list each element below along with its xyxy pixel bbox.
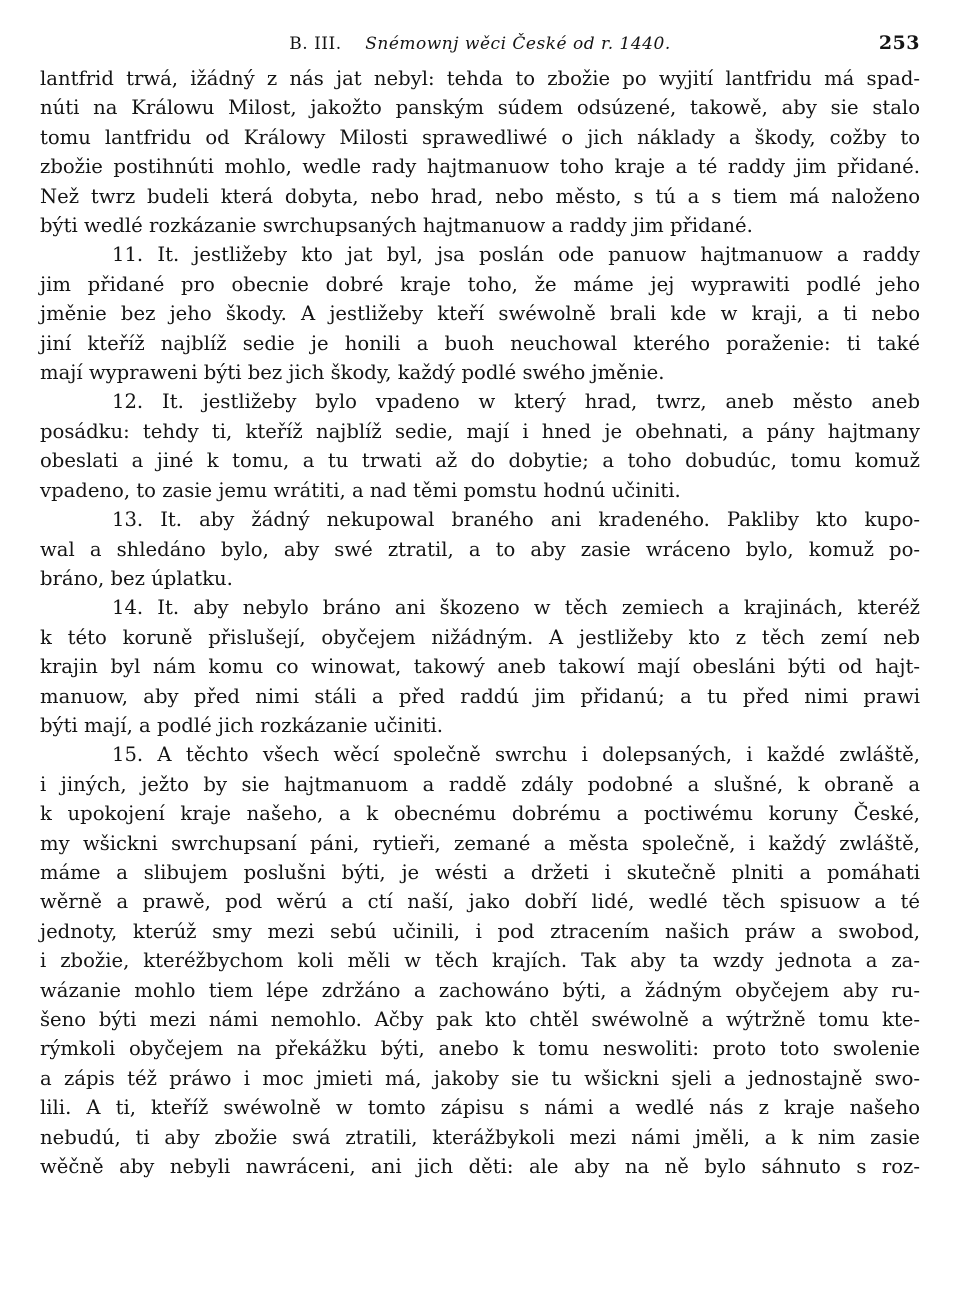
text-line: manuow, aby před nimi stáli a před raddú jim přidanú; a tu před nimi prawi — [40, 684, 920, 708]
text-line: i zbožie, kteréžbychom koli měli w těch krajích. Tak aby ta wzdy jednota a za- — [40, 949, 920, 973]
text-line: wázanie mohlo tiem lépe zdržáno a zachowáno býti, a žádným obyčejem aby ru- — [40, 978, 920, 1002]
text-line: k této koruně přislušejí, obyčejem nižádným. A jestližeby kto z těch zemí neb — [40, 625, 920, 649]
text-line: bráno, bez úplatku. — [40, 566, 233, 590]
text-line: a zápis též práwo i moc jmieti má, jakoby sie tu wšickni sjeli a jednostajně swo- — [40, 1066, 920, 1090]
text-line: 12. It. jestližeby bylo vpadeno w který hrad, twrz, aneb město aneb — [112, 390, 920, 414]
text-line: jměnie bez jeho škody. A jestližeby kteří swéwolně brali kde w kraji, a ti nebo — [40, 302, 920, 326]
text-line: tomu lantfridu od Králowy Milosti sprawedliwé o jich náklady a škody, cožby to — [40, 125, 920, 149]
text-line: krajin byl nám komu co winowat, takowý aneb takowí mají obesláni býti od hajt- — [40, 655, 920, 679]
text-line: býti wedlé rozkázanie swrchupsaných hajtmanuow a raddy jim přidané. — [40, 214, 753, 238]
book-page — [40, 30, 920, 1181]
text-line: posádku: tehdy ti, kteříž najblíž sedie, mají i hned je obehnati, a pány hajtmany — [40, 419, 920, 443]
text-line: 15. A těchto všech wěcí společně swrchu i dolepsaných, i každé zwláště, — [112, 743, 920, 767]
text-line: šeno býti mezi námi nemohlo. Ačby pak kto chtěl swéwolně a wýtržně tomu kte- — [40, 1008, 920, 1031]
chapter-title: Snémownj wěci České od r. 1440. — [365, 34, 671, 54]
text-line: 13. It. aby žádný nekupowal braného ani kradeného. Pakliby kto kupo- — [112, 508, 920, 532]
text-line: my wšickni swrchupsaní páni, rytieři, zemané a města společně, i každý zwláště, — [40, 831, 920, 855]
text-line: nebudú, ti aby zbožie swá ztratili, kterážbykoli mezi námi jměli, a k nim zasie — [40, 1125, 920, 1149]
text-line: obeslati a jiné k tomu, a tu trwati až do dobytie; a toho dobudúc, tomu komuž — [40, 449, 920, 473]
text-line: jim přidané pro obecnie dobré kraje toho, že máme jej wyprawiti podlé jeho — [40, 272, 920, 296]
page-text — [40, 64, 920, 1181]
text-line: 11. It. jestližeby kto jat byl, jsa poslán ode panuow hajtmanuow a raddy — [112, 243, 920, 267]
text-line: lantfrid trwá, ižádný z nás jat nebyl: tehda to zbožie po wyjití lantfridu má spad- — [40, 67, 920, 90]
text-line: jiní kteříž najblíž sedie je honili a buoh neuchowal kterého poraženie: ti také — [40, 331, 920, 355]
running-title — [40, 34, 920, 54]
text-line: zbožie postihnúti mohlo, wedle rady hajtmanuow toho kraje a té raddy jim přidané. — [40, 155, 920, 179]
text-line: i jiných, ježto by sie hajtmanuom a raddě zdály podobné a slušné, k obraně a — [40, 772, 920, 796]
text-line: wal a shledáno bylo, aby swé ztratil, a to aby zasie wráceno bylo, komuž po- — [40, 537, 920, 561]
text-line: 14. It. aby nebylo bráno ani škozeno w těch zemiech a krajinách, kteréž — [112, 596, 920, 620]
text-line: núti na Králowu Milost, jakožto panským súdem odsúzené, takowě, aby sie stalo — [40, 96, 920, 120]
section-mark: B. III. — [289, 34, 342, 54]
text-line: rýmkoli obyčejem na překážku býti, anebo k tomu neswoliti: proto toto swolenie — [40, 1037, 920, 1061]
text-line: máme a slibujem poslušni býti, je wésti a držeti i skutečně plniti a pomáhati — [40, 860, 920, 884]
text-line: Než twrz budeli která dobyta, nebo hrad, nebo město, s tú a s tiem má naloženo — [40, 184, 920, 208]
text-line: býti mají, a podlé jich rozkázanie učiniti. — [40, 713, 443, 737]
text-line: lili. A ti, kteříž swéwolně w tomto zápisu s námi a wedlé nás z kraje našeho — [40, 1096, 920, 1120]
running-header — [40, 30, 920, 64]
text-line: jednoty, kterúž smy mezi sebú učinili, i pod ztracením našich práw a swobod, — [40, 919, 920, 943]
text-line: wěrně a prawě, pod wěrú a ctí naší, jako dobří lidé, wedlé těch spisuow a té — [40, 890, 920, 914]
text-line: k upokojení kraje našeho, a k obecnému dobrému a poctiwému koruny České, — [40, 802, 920, 826]
page-number: 253 — [878, 32, 920, 54]
text-line: wěčně aby nebyli nawráceni, ani jich děti: ale aby na ně bylo sáhnuto s roz- — [40, 1155, 920, 1179]
text-line: mají wypraweni býti bez jich škody, každý podlé swého jměnie. — [40, 361, 665, 385]
text-line: vpadeno, to zasie jemu wrátiti, a nad těmi pomstu hodnú učiniti. — [40, 478, 681, 502]
